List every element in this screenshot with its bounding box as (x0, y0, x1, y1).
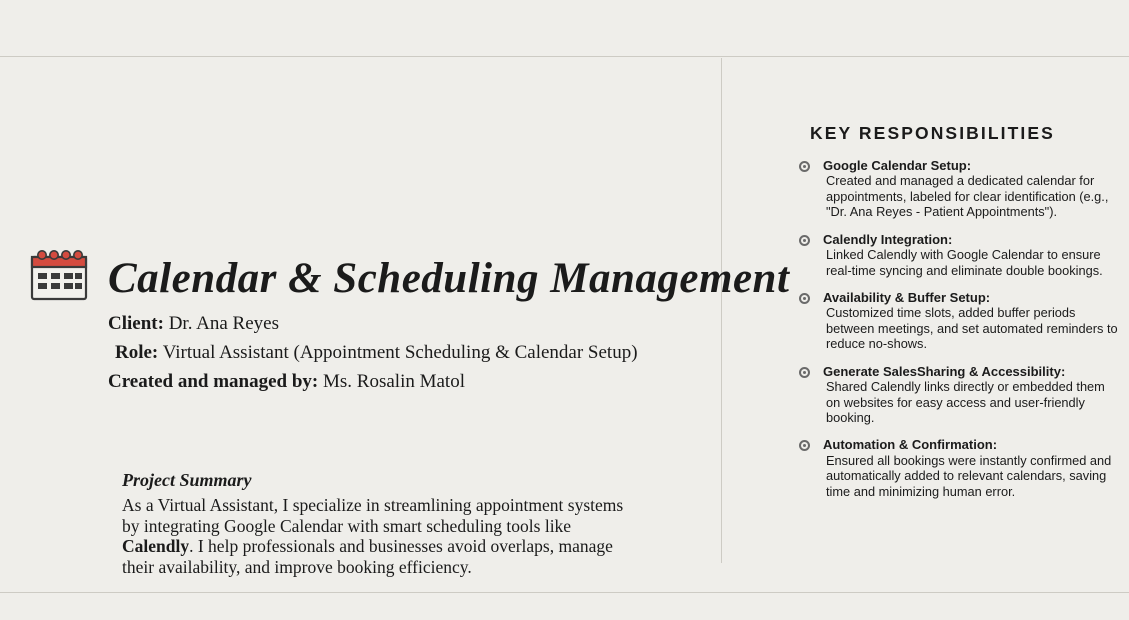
page-title: Calendar & Scheduling Management (108, 255, 790, 302)
responsibility-body: Shared Calendly links directly or embedded them on websites for easy access and user-friendly booking. (826, 379, 1105, 425)
responsibility-heading: Availability & Buffer Setup: (823, 290, 991, 305)
responsibility-heading: Google Calendar Setup: (823, 158, 972, 173)
project-summary (122, 470, 642, 578)
bullet-icon (799, 293, 810, 304)
list-item (799, 290, 1119, 352)
responsibility-body: Linked Calendly with Google Calendar to ensure real-time syncing and eliminate double bookings. (826, 247, 1103, 278)
meta-row-created-by (108, 371, 708, 393)
left-column (0, 58, 790, 577)
bullet-icon (799, 235, 810, 246)
list-item (799, 232, 1119, 278)
responsibilities-title: KEY RESPONSIBILITIES (810, 123, 1055, 143)
meta-label-client: Client: (108, 313, 164, 334)
responsibility-body: Customized time slots, added buffer periods between meetings, and set automated reminders to reduce no-shows. (826, 305, 1118, 352)
responsibility-heading: Generate SalesSharing & Accessibility: (823, 363, 1066, 379)
bullet-icon (799, 440, 810, 451)
responsibility-body: Ensured all bookings were instantly confirmed and automatically added to relevant calendars, saving time and minimizing human error. (826, 452, 1112, 499)
calendar-icon (28, 247, 92, 302)
list-item (799, 364, 1119, 426)
summary-text-after: . I help professionals and businesses avoid overlaps, manage their availability, and improve booking efficiency. (122, 536, 613, 577)
bullet-icon (799, 367, 810, 378)
list-item (799, 437, 1119, 499)
meta-row-role (108, 342, 708, 364)
meta-label-role: Role: (115, 342, 159, 363)
responsibility-heading: Automation & Confirmation: (823, 437, 998, 453)
list-item (799, 158, 1119, 220)
meta-row-client (108, 313, 708, 335)
right-column (723, 58, 1129, 563)
responsibilities-list (799, 158, 1119, 511)
project-summary-body (122, 495, 642, 578)
project-summary-heading: Project Summary (122, 470, 252, 490)
summary-text-before: As a Virtual Assistant, I specialize in streamlining appointment systems by integrating Google Calendar with smart scheduling tools like (122, 495, 624, 536)
responsibility-body: Created and managed a dedicated calendar for appointments, labeled for clear identification (e.g., "Dr. Ana Reyes - Patient Appointments"). (826, 173, 1109, 220)
summary-highlight: Calendly (122, 536, 190, 557)
header-band (0, 0, 1129, 57)
meta-label-created-by: Created and managed by: (108, 371, 319, 392)
meta-value-client: Dr. Ana Reyes (168, 313, 279, 334)
meta-value-created-by: Ms. Rosalin Matol (323, 371, 465, 392)
bullet-icon (799, 161, 810, 172)
meta-value-role: Virtual Assistant (Appointment Scheduling & Calendar Setup) (162, 342, 638, 363)
document-meta (108, 313, 708, 400)
footer-band (0, 592, 1129, 620)
responsibility-heading: Calendly Integration: (823, 231, 953, 247)
